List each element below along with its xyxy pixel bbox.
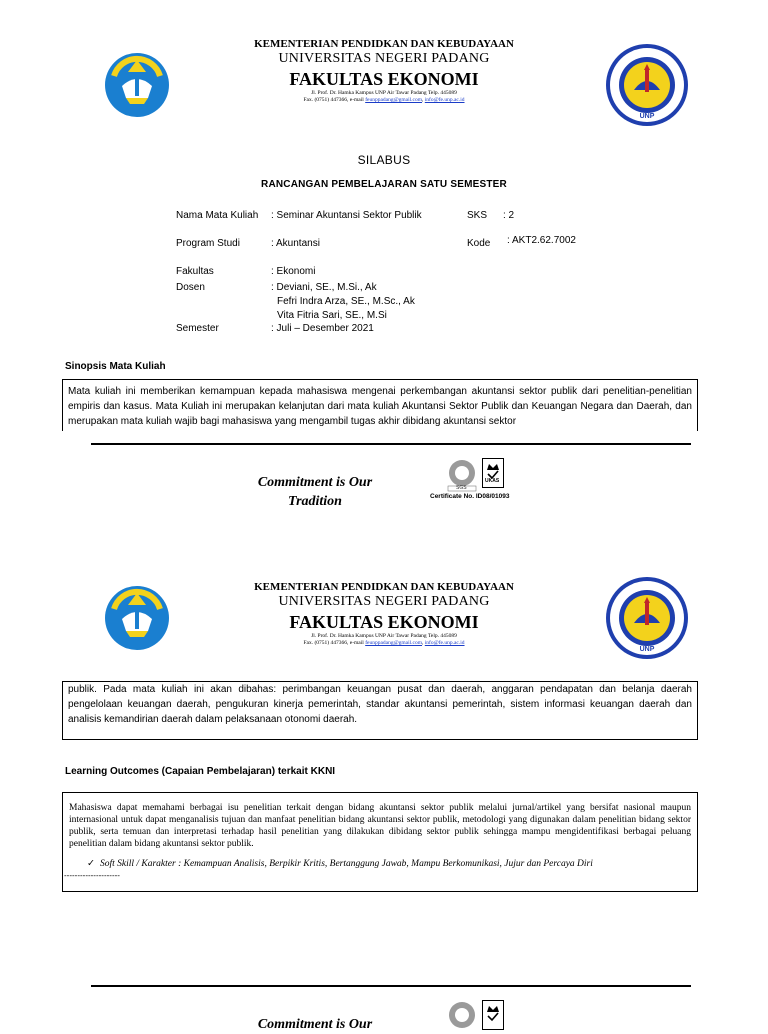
university-name: UNIVERSITAS NEGERI PADANG (278, 594, 490, 609)
footer-rule (91, 985, 691, 987)
sgs-certification-icon (444, 1000, 480, 1034)
program-value: : Akuntansi (271, 238, 320, 249)
footer-rule (91, 443, 691, 445)
page2-header (0, 573, 768, 683)
faculty-label: Fakultas (176, 266, 214, 277)
lecturer-label: Dosen (176, 282, 205, 293)
synopsis-text-1: Mata kuliah ini memberikan kemampuan kepada mahasiswa mengenai perkembangan akuntansi sektor publik dari penelitian-penelitian empiris dan kasus. Mata Kuliah ini merupakan kelanjutan dari mata kuliah Akuntansi Sektor Publik dan Keuangan Negara dan Daerah, dan merupakan mata kuliah wajib bagi mahasiswa yang mengambil tugas akhir dibidang akuntansi sektor (68, 386, 692, 427)
dashes: --------------------- (64, 871, 120, 880)
university-name: UNIVERSITAS NEGERI PADANG (278, 51, 490, 66)
course-value: : Seminar Akuntansi Sektor Publik (271, 210, 422, 221)
email-link-1[interactable]: feunppadang@gmail.com (365, 640, 423, 646)
program-label: Program Studi (176, 238, 240, 249)
sgs-label: SGS (456, 485, 467, 491)
soft-skill-text: Soft Skill / Karakter : Kemampuan Analisis, Berpikir Kritis, Bertanggung Jawab, Mampu Berkomunikasi, Jujur dan Percaya Diri (99, 859, 593, 869)
unp-logo-caption: UNP (639, 113, 655, 120)
lecturer-3: Vita Fitria Sari, SE., M.Si (277, 310, 387, 321)
code-label: Kode (467, 238, 491, 249)
ministry-name: KEMENTERIAN PENDIDKAN DAN KEBUDAYAAN (254, 581, 514, 593)
contact-prefix: Fax. (0751) 447366, e-mail (303, 97, 366, 103)
learning-outcomes-heading: Learning Outcomes (Capaian Pembelajaran) terkait KKNI (65, 766, 336, 777)
sks-label: SKS (467, 210, 488, 221)
semester-value: : Juli – Desember 2021 (271, 323, 374, 334)
email-link-2[interactable]: info@fe.unp.ac.id (424, 97, 465, 103)
email-link-2[interactable]: info@fe.unp.ac.id (424, 640, 465, 646)
ukas-label: UKAS (485, 478, 500, 484)
faculty-name: FAKULTAS EKONOMI (289, 69, 479, 89)
sks-value: : 2 (503, 210, 515, 221)
ukas-crown-icon (482, 1000, 504, 1030)
semester-label: Semester (176, 323, 219, 334)
faculty-name: FAKULTAS EKONOMI (289, 612, 479, 632)
soft-skill-line (69, 858, 691, 869)
synopsis-box-1 (62, 379, 698, 431)
commitment-line-2: Tradition (288, 494, 342, 509)
lecturer-1: : Deviani, SE., M.Si., Ak (271, 282, 377, 293)
check-icon: ✓ (87, 859, 95, 869)
synopsis-text-2: publik. Pada mata kuliah ini akan dibahas: perimbangan keuangan pusat dan daerah, anggaran pendapatan dan belanja daerah pengelolaan keuangan daerah, pengukuran kinerja pemerintah, standar akuntansi pemerintah, sistem informasi keuangan daerah dan analisis kemandirian daerah dalam pelaksanaan otonomi daerah. (68, 684, 692, 725)
contact-prefix: Fax. (0751) 447366, e-mail (303, 640, 366, 646)
email-sep: , (422, 640, 425, 646)
commitment-line-1: Commitment is Our (257, 475, 373, 490)
email-link-1[interactable]: feunppadang@gmail.com (365, 97, 423, 103)
lecturer-2: Fefri Indra Arza, SE., M.Sc., Ak (277, 296, 415, 307)
email-sep: , (422, 97, 425, 103)
synopsis-box-2 (62, 681, 698, 740)
course-label: Nama Mata Kuliah (176, 210, 259, 221)
faculty-value: : Ekonomi (271, 266, 316, 277)
address-line: Jl. Prof. Dr. Hamka Kampus UNP Air Tawar Padang Telp. 445089 (311, 90, 457, 96)
code-value: : AKT2.62.7002 (507, 235, 576, 246)
unp-logo-caption: UNP (639, 646, 655, 653)
certificate-number: Certificate No. ID08/01093 (430, 493, 510, 500)
address-line: Jl. Prof. Dr. Hamka Kampus UNP Air Tawar Padang Telp. 445089 (311, 633, 457, 639)
commitment-tagline (240, 1015, 390, 1034)
learning-outcomes-text: Mahasiswa dapat memahami berbagai isu penelitian terkait dengan bidang akuntansi sektor publik melalui jurnal/artikel yang bersifat nasional maupun internasional untuk dapat menganalisis tujuan dan manfaat penelitian bidang akuntansi sektor publik, metodologi yang digunakan dalam penelitian bidang sektor publik, serta temuan dan interpretasi terhadap hasil penelitian yang dilakukan dibidang sektor publik sehingga mampu mengidentifikasi berbagai peluang penelitian dalam bidang akuntansi sektor publik. (69, 803, 691, 849)
page1-header (0, 30, 768, 140)
synopsis-heading: Sinopsis Mata Kuliah (65, 361, 166, 372)
doc-title: SILABUS (357, 153, 411, 167)
ministry-name: KEMENTERIAN PENDIDKAN DAN KEBUDAYAAN (254, 38, 514, 50)
doc-subtitle: RANCANGAN PEMBELAJARAN SATU SEMESTER (261, 179, 507, 190)
commitment-line-1: Commitment is Our (257, 1017, 373, 1032)
learning-outcomes-box (62, 792, 698, 892)
commitment-tagline (240, 473, 390, 511)
